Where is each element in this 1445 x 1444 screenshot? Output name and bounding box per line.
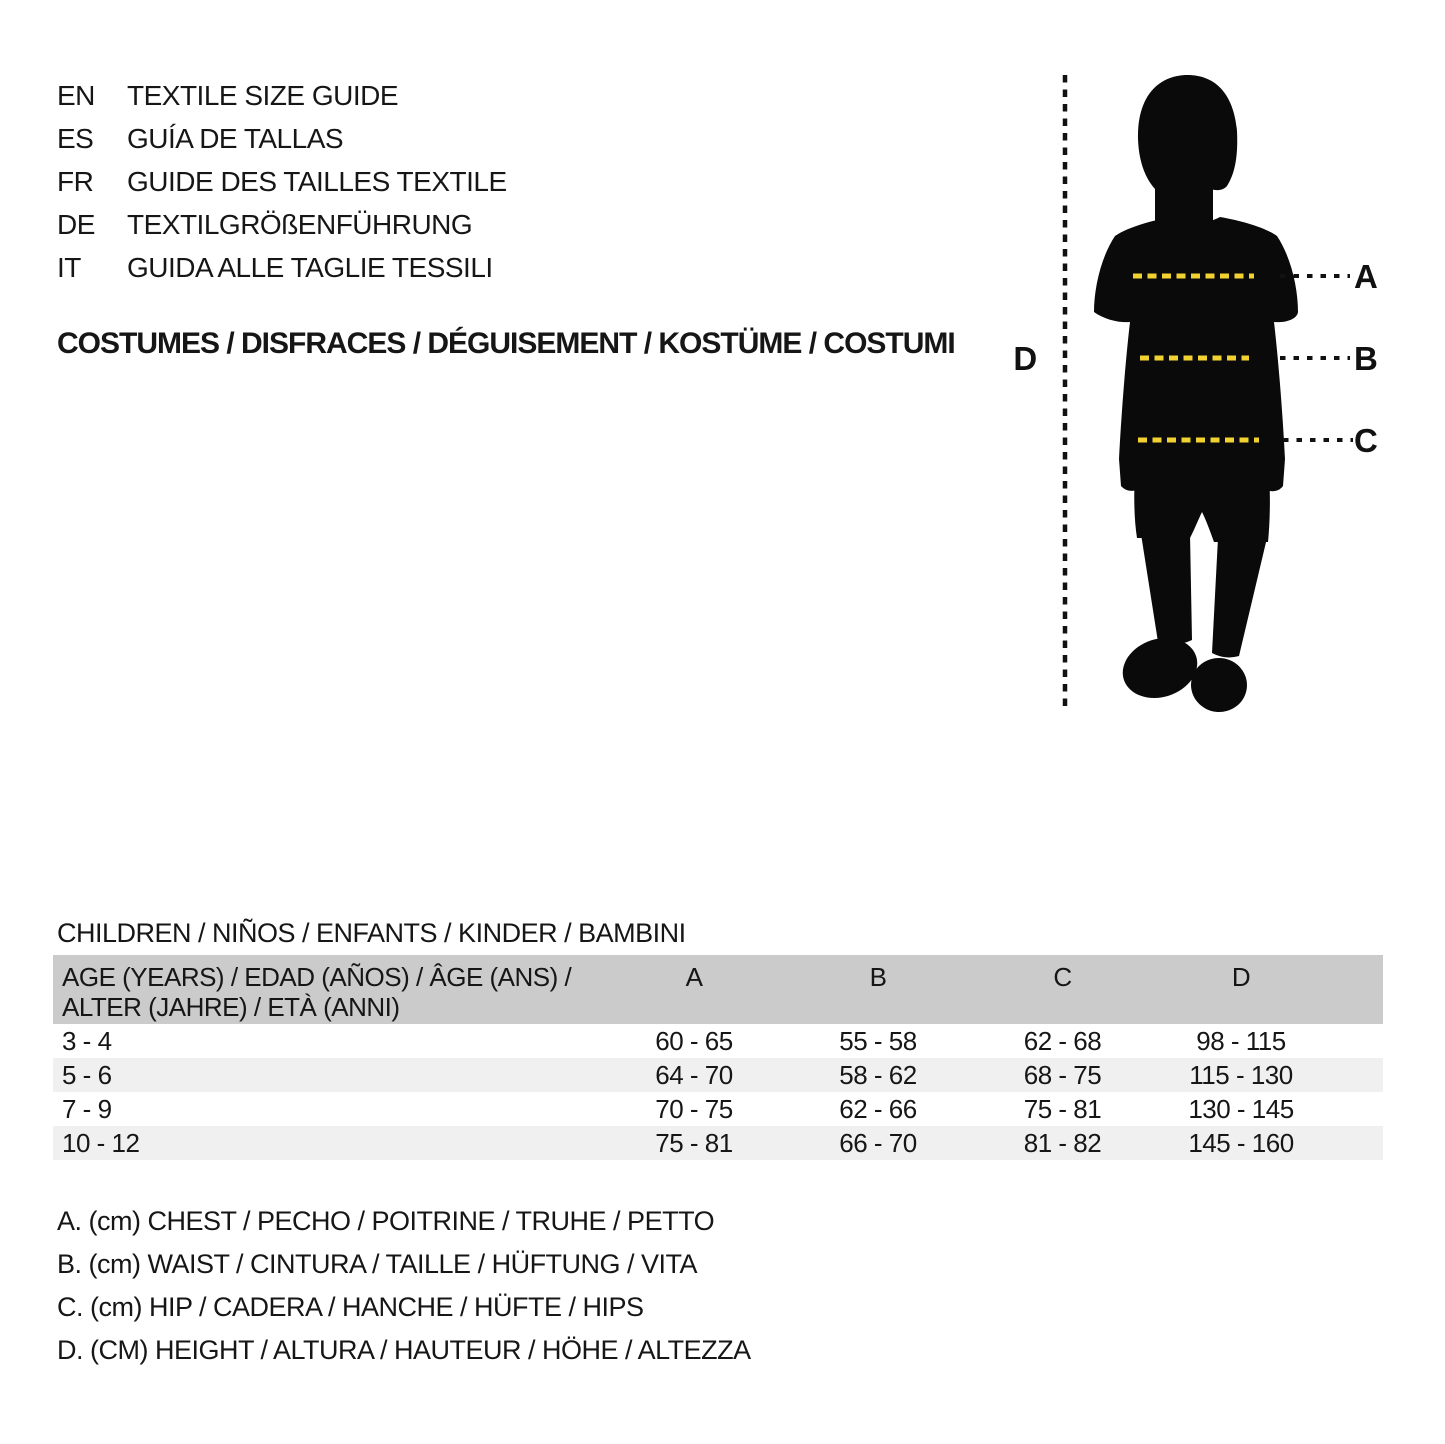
age-column-header	[53, 955, 602, 1024]
silhouette-left-shoe	[1115, 629, 1205, 708]
column-header-a: A	[685, 962, 703, 992]
hip-cell: 68 - 75	[1023, 1060, 1102, 1090]
row-spacer	[1327, 1058, 1383, 1092]
language-row-de	[57, 203, 507, 246]
language-title: GUIDE DES TAILLES TEXTILE	[127, 165, 507, 197]
language-row-en	[57, 74, 507, 117]
chest-cell: 60 - 65	[655, 1026, 733, 1056]
table-header-row	[53, 955, 1383, 1024]
column-header-c: C	[1053, 962, 1072, 992]
age-cell: 3 - 4	[62, 1026, 112, 1056]
column-header-d: D	[1231, 962, 1251, 992]
height-cell: 115 - 130	[1189, 1060, 1293, 1090]
row-spacer	[1327, 1092, 1383, 1126]
legend-chest: A. (cm) CHEST / PECHO / POITRINE / TRUHE / PETTO	[57, 1206, 715, 1236]
legend-height: D. (CM) HEIGHT / ALTURA / HAUTEUR / HÖHE / ALTEZZA	[57, 1335, 751, 1365]
row-spacer	[1327, 1024, 1383, 1058]
category-heading: COSTUMES / DISFRACES / DÉGUISEMENT / KOSTÜME / COSTUMI	[57, 327, 955, 360]
language-title: GUÍA DE TALLAS	[127, 122, 344, 154]
language-title: TEXTILE SIZE GUIDE	[127, 79, 399, 111]
measure-label-b: B	[1354, 340, 1378, 377]
legend-hip: C. (cm) HIP / CADERA / HANCHE / HÜFTE / HIPS	[57, 1292, 644, 1322]
table-section-heading: CHILDREN / NIÑOS / ENFANTS / KINDER / BAMBINI	[57, 918, 686, 948]
silhouette-right-leg	[1212, 538, 1267, 657]
age-header-line2: ALTER (JAHRE) / ETÀ (ANNI)	[62, 992, 400, 1022]
waist-cell: 55 - 58	[839, 1026, 917, 1056]
language-code: FR	[57, 165, 94, 197]
row-spacer	[1327, 1126, 1383, 1160]
waist-cell: 66 - 70	[839, 1128, 917, 1158]
legend-waist: B. (cm) WAIST / CINTURA / TAILLE / HÜFTUNG / VITA	[57, 1249, 698, 1279]
measurement-figure	[980, 60, 1445, 730]
measure-label-d: D	[1013, 340, 1037, 377]
silhouette-left-leg	[1141, 534, 1192, 645]
hip-cell: 75 - 81	[1023, 1094, 1102, 1124]
age-cell: 7 - 9	[62, 1094, 112, 1124]
height-cell: 98 - 115	[1196, 1026, 1286, 1056]
chest-cell: 75 - 81	[655, 1128, 733, 1158]
hip-cell: 62 - 68	[1023, 1026, 1102, 1056]
hip-cell: 81 - 82	[1023, 1128, 1102, 1158]
language-title: GUIDA ALLE TAGLIE TESSILI	[127, 251, 493, 283]
measure-label-c: C	[1354, 422, 1378, 459]
language-row-fr	[57, 160, 507, 203]
table-row	[53, 1058, 1383, 1092]
language-row-es	[57, 117, 507, 160]
language-code: DE	[57, 208, 95, 240]
chest-cell: 70 - 75	[655, 1094, 733, 1124]
language-title: TEXTILGRÖßENFÜHRUNG	[127, 208, 473, 240]
language-code: IT	[57, 251, 81, 283]
height-cell: 145 - 160	[1188, 1128, 1294, 1158]
size-table	[53, 955, 1383, 1160]
age-cell: 5 - 6	[62, 1060, 112, 1090]
column-header-b: B	[869, 962, 887, 992]
silhouette-shorts	[1134, 450, 1270, 542]
child-silhouette	[1094, 75, 1298, 715]
table-row	[53, 1024, 1383, 1058]
measure-label-a: A	[1354, 258, 1378, 295]
table-row	[53, 1092, 1383, 1126]
language-row-it	[57, 246, 507, 289]
language-title-list	[57, 74, 507, 289]
measure-legend	[57, 1200, 751, 1372]
chest-cell: 64 - 70	[655, 1060, 733, 1090]
table-row	[53, 1126, 1383, 1160]
waist-cell: 62 - 66	[839, 1094, 917, 1124]
age-cell: 10 - 12	[62, 1128, 140, 1158]
language-code: EN	[57, 79, 95, 111]
height-cell: 130 - 145	[1188, 1094, 1294, 1124]
waist-cell: 58 - 62	[839, 1060, 917, 1090]
language-code: ES	[57, 122, 94, 154]
age-header-line1: AGE (YEARS) / EDAD (AÑOS) / ÂGE (ANS) /	[62, 962, 572, 992]
header-spacer	[1327, 955, 1383, 1024]
silhouette-right-shoe	[1188, 655, 1249, 715]
